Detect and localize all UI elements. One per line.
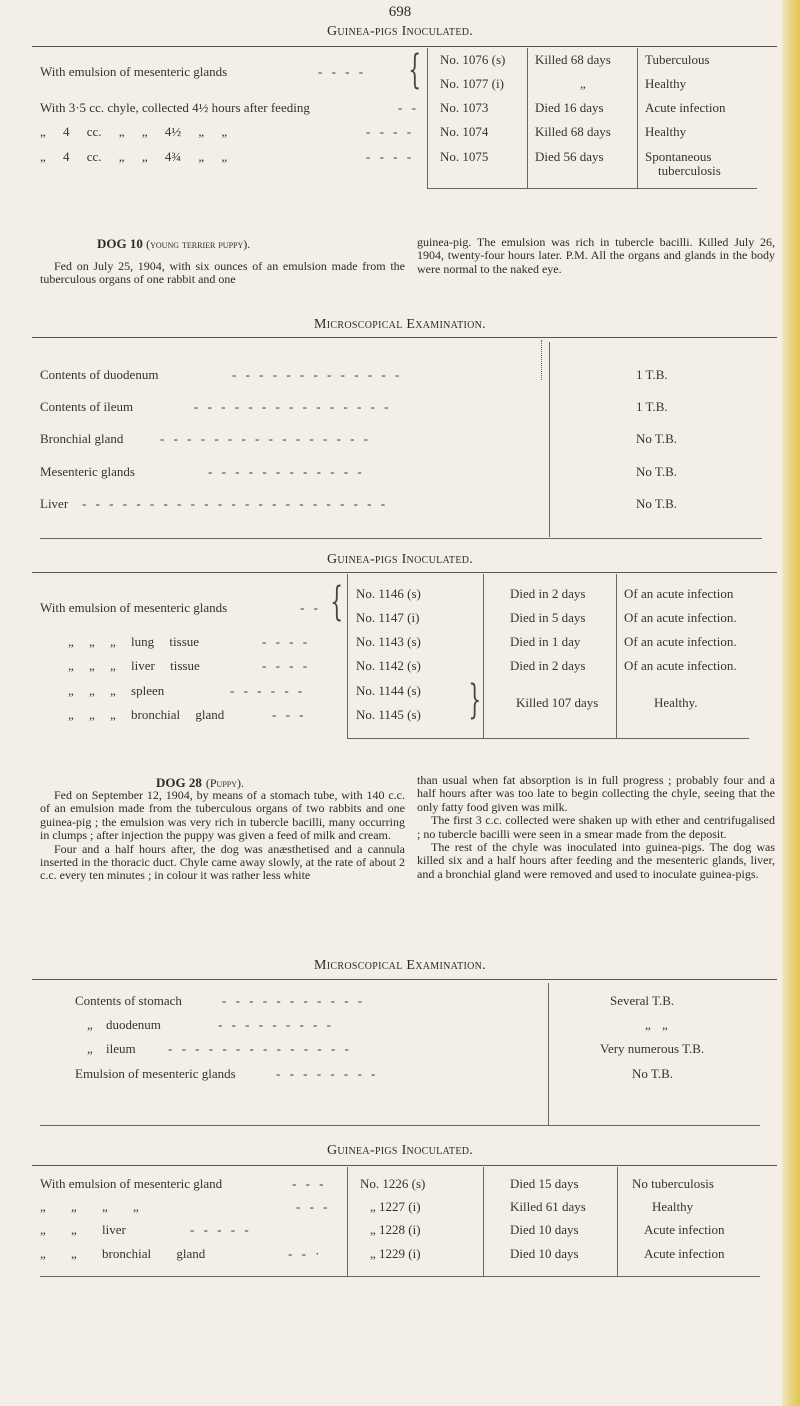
table-cell-result: Died 56 days: [535, 149, 604, 164]
table-cell-no: „ 1228 (i): [370, 1222, 421, 1237]
brace: }: [468, 677, 482, 723]
table-cell-result: Died 10 days: [510, 1222, 579, 1237]
paragraph: Four and a half hours after, the dog was anæsthetised and a cannula inserted in the thoracic duct. Chyle came away slowly, at the rate of about 2 c.c. every ten minutes ; in colour it was rather less white: [40, 841, 405, 883]
micro1-caption: Microscopical Examination.: [314, 317, 486, 332]
page-number: 698: [388, 4, 412, 20]
table-cell-outcome: No tuberculosis: [632, 1176, 714, 1191]
table-cell-no: „ 1229 (i): [370, 1246, 421, 1261]
micro-value: 1 T.B.: [636, 367, 668, 382]
paragraph: The rest of the chyle was inoculated into guinea-pigs. The dog was killed six and a half hours after feeding and the mesenteric glands, liver, and a bronchial gland were removed and used to inoculate guinea-pigs.: [417, 840, 775, 881]
leader-dots: - - - - -: [190, 1222, 252, 1237]
table-cell-no: „ 1227 (i): [370, 1199, 421, 1214]
table-cell-material: „ 4 cc. „ „ 4¾ „ „: [40, 149, 228, 164]
table-cell-outcome: Acute infection: [645, 100, 726, 115]
table-cell-result: Died in 1 day: [510, 634, 581, 649]
table-cell-material: With 3·5 cc. chyle, collected 4½ hours after feeding: [40, 100, 310, 115]
paragraph: guinea-pig. The emulsion was rich in tubercle bacilli. Killed July 26, 1904, twenty-four hours later. P.M. All the organs and glands in the body were normal to the naked eye.: [417, 235, 775, 276]
table-cell-outcome: Of an acute infection.: [624, 610, 737, 625]
table-cell-result: Died 10 days: [510, 1246, 579, 1261]
table-cell-result: Died 16 days: [535, 100, 604, 115]
table-cell-no: No. 1075: [440, 149, 489, 164]
table-cell-outcome: Acute infection: [644, 1246, 725, 1261]
table-cell-no: No. 1074: [440, 124, 489, 139]
leader-dots: - - - -: [262, 634, 311, 649]
table-cell-outcome: Tuberculous: [645, 52, 710, 67]
micro-label: Contents of stomach: [75, 993, 182, 1008]
dog28-right-text: [417, 774, 775, 881]
dog28-title: DOG 28: [156, 775, 202, 790]
table-cell-outcome: Of an acute infection: [624, 586, 734, 601]
table-cell-outcome: Healthy: [645, 124, 687, 139]
dog10-left-text: [40, 260, 405, 287]
table-cell-material: With emulsion of mesenteric glands: [40, 600, 228, 615]
table-cell-result: Killed 61 days: [510, 1199, 586, 1214]
micro-value: Several T.B.: [610, 993, 675, 1008]
dog10-title: DOG 10: [97, 236, 143, 251]
table-cell-material: „ „ „ spleen: [68, 683, 165, 698]
table-cell-material: With emulsion of mesenteric glands: [40, 64, 228, 79]
micro-label: Liver: [40, 496, 69, 511]
leader-dots: - - -: [292, 1176, 327, 1191]
page-edge: [782, 0, 800, 1406]
table-cell-result: Killed 68 days: [535, 52, 611, 67]
leader-dots: - - - - - - - - - - - -: [208, 464, 365, 479]
table-cell-material: „ „ liver: [40, 1222, 126, 1237]
paragraph: Fed on July 25, 1904, with six ounces of an emulsion made from the tuberculous organs of one rabbit and one: [40, 259, 405, 287]
table-cell-outcome: Healthy: [652, 1199, 694, 1214]
table2-caption: Guinea-pigs Inoculated.: [326, 552, 474, 567]
table-cell-result: Died 15 days: [510, 1176, 579, 1191]
table-cell-material: With emulsion of mesenteric gland: [40, 1176, 223, 1191]
leader-dots: - -: [300, 600, 321, 615]
micro-value: No T.B.: [636, 464, 678, 479]
table-cell-no: No. 1147 (i): [356, 610, 420, 625]
leader-dots: - - - - - - - - - - - - - - -: [194, 399, 392, 414]
table-cell-no: No. 1142 (s): [356, 658, 421, 673]
table-cell-material: „ „ „ lung tissue: [68, 634, 200, 649]
leader-dots: - - - - - - - - -: [218, 1017, 334, 1032]
table-cell-result: Died in 2 days: [510, 586, 586, 601]
micro-value: 1 T.B.: [636, 399, 668, 414]
table3-caption: Guinea-pigs Inoculated.: [326, 1143, 474, 1158]
leader-dots: - - - - - -: [230, 683, 306, 698]
paragraph: The first 3 c.c. collected were shaken up with ether and centrifugalised ; no tubercle bacilli were seen in a smear made from the deposit.: [417, 813, 775, 841]
paragraph: Fed on September 12, 1904, by means of a stomach tube, with 140 c.c. of an emulsion made from the tuberculous organs of two rabbits and one guinea-pig ; the emulsion was very rich in tubercle bacilli, many occurring in clumps ; after injection the puppy was given a feed of milk and cream.: [40, 788, 405, 843]
micro-label: Emulsion of mesenteric glands: [75, 1066, 236, 1081]
dog10-subtitle: (young terrier puppy).: [146, 237, 251, 251]
micro-value: No T.B.: [636, 496, 678, 511]
table-cell-no: No. 1144 (s): [356, 683, 421, 698]
micro-label: Mesenteric glands: [40, 464, 135, 479]
leader-dots: - - - - - - - - - - - - - - - -: [160, 431, 372, 446]
table1-caption: Guinea-pigs Inoculated.: [326, 24, 474, 39]
table-cell-no: No. 1076 (s): [440, 52, 506, 67]
table-cell-no: No. 1226 (s): [360, 1176, 426, 1191]
micro-label: Contents of duodenum: [40, 367, 159, 382]
table-cell-no: No. 1073: [440, 100, 489, 115]
table-cell-outcome: Of an acute infection.: [624, 634, 737, 649]
table-cell-result: Died in 2 days: [510, 658, 586, 673]
leader-dots: - - - - - - - - - - -: [222, 993, 366, 1008]
paragraph: than usual when fat absorption is in full progress ; probably four and a half hours after was too late to begin collecting the chyle, seeing that the only fatty food given was milk.: [417, 773, 775, 814]
leader-dots: - - - -: [318, 64, 367, 79]
table-cell-outcome: Of an acute infection.: [624, 658, 737, 673]
leader-dots: - - - - - - - - - - - - - -: [168, 1041, 352, 1056]
leader-dots: - - - -: [366, 149, 415, 164]
leader-dots: - -: [398, 100, 419, 115]
leader-dots: - - ·: [288, 1246, 323, 1261]
table-cell-outcome: Healthy: [645, 76, 687, 91]
micro-label: Bronchial gland: [40, 431, 124, 446]
dog10-right-text: [417, 236, 775, 276]
table-cell-no: No. 1143 (s): [356, 634, 421, 649]
leader-dots: - - - - - - - - - - - - - - - - - - - - - - -: [82, 496, 389, 511]
micro-label: „ duodenum: [87, 1017, 161, 1032]
leader-dots: - - -: [296, 1199, 331, 1214]
table-cell-material: „ „ „ liver tissue: [68, 658, 200, 673]
table-cell-result: Died in 5 days: [510, 610, 586, 625]
table-cell-result: Killed 107 days: [516, 695, 599, 710]
micro-label: „ ileum: [87, 1041, 136, 1056]
micro-label: Contents of ileum: [40, 399, 134, 414]
micro-value: No T.B.: [632, 1066, 674, 1081]
leader-dots: - - - - - - - -: [276, 1066, 379, 1081]
table-cell-material: „ 4 cc. „ „ 4½ „ „: [40, 124, 228, 139]
table-cell-result: Killed 68 days: [535, 124, 611, 139]
table-cell-no: No. 1077 (i): [440, 76, 504, 91]
table-cell-material: „ „ „ „: [40, 1199, 139, 1214]
micro-value: Very numerous T.B.: [600, 1041, 705, 1056]
dog28-left-text: [40, 789, 405, 883]
table-cell-result: „: [580, 76, 586, 91]
dog10-heading: [97, 236, 250, 252]
micro-value: No T.B.: [636, 431, 678, 446]
table-cell-outcome: Spontaneous: [645, 149, 712, 164]
leader-dots: - - - - - - - - - - - - -: [232, 367, 403, 382]
brace: {: [408, 47, 422, 93]
leader-dots: - - -: [272, 707, 307, 722]
brace: {: [330, 579, 344, 625]
table-cell-outcome: Healthy.: [654, 695, 698, 710]
table-cell-outcome: tuberculosis: [658, 163, 721, 178]
dog28-subtitle: (Puppy).: [205, 776, 244, 790]
micro-value: „ „: [645, 1017, 668, 1032]
table-cell-material: „ „ bronchial gland: [40, 1246, 206, 1261]
leader-dots: - - - -: [262, 658, 311, 673]
table-cell-outcome: Acute infection: [644, 1222, 725, 1237]
table-cell-no: No. 1146 (s): [356, 586, 421, 601]
micro2-caption: Microscopical Examination.: [314, 958, 486, 973]
table-cell-material: „ „ „ bronchial gland: [68, 707, 225, 722]
leader-dots: - - - -: [366, 124, 415, 139]
table-cell-no: No. 1145 (s): [356, 707, 421, 722]
